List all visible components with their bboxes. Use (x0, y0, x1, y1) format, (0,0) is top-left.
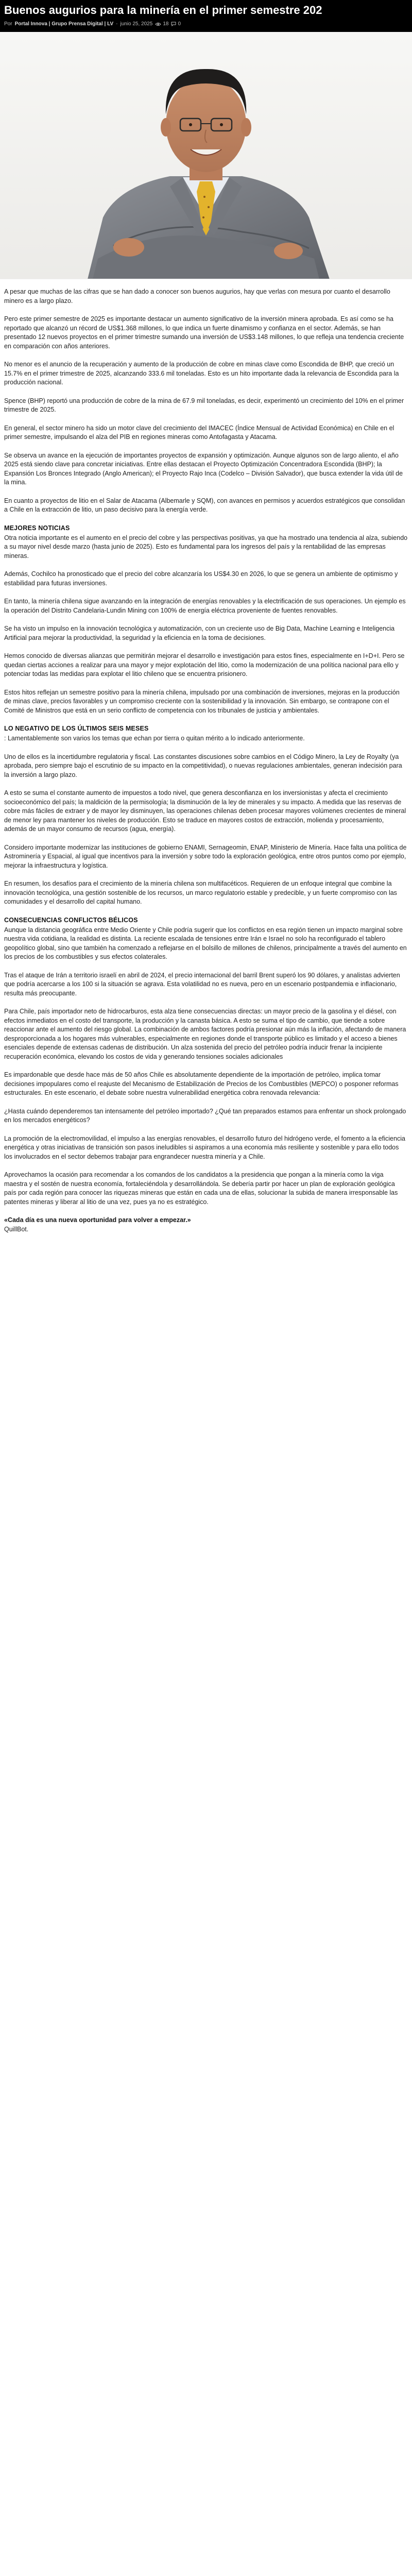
author-prefix: Por (4, 21, 12, 27)
comments-count: 0 (178, 21, 181, 27)
paragraph: Es impardonable que desde hace más de 50 años Chile es absolutamente dependiente de la importación de petróleo, implica tomar decisiones impopulares como el reajuste del Mecanismo de Estabilización de Precios de los Combustibles (MEPCO) o posponer reformas estructurales. En este escenario, el debate sobre nuestra vulnerabilidad energética cobra renovada relevancia: (4, 1071, 399, 1096)
paragraph: ¿Hasta cuándo dependeremos tan intensamente del petróleo importado? ¿Qué tan preparados estamos para enfrentar un shock prolongado en los mercados energéticos? (4, 1107, 406, 1124)
paragraph: Estos hitos reflejan un semestre positivo para la minería chilena, impulsado por una combinación de inversiones, mejoras en la producción de minas clave, precios favorables y un compromiso creciente con la sostenibilidad y la innovación. Sin embargo, se contrapone con el Comité de Ministros que está en un serio conflicto de competencia con los tribunales de justicia y ambientales. (4, 688, 400, 714)
paragraph: Para Chile, país importador neto de hidrocarburos, esta alza tiene consecuencias directas: un mayor precio de la gasolina y el diésel, con efectos inmediatos en el costo del transporte, la producción y la canasta básica. A esto se suma el tipo de cambio, que tiende a sobre reaccionar ante el aumento del riesgo global. La combinación de ambos factores podría presionar aún más la inflación, afectando de manera desproporcionada a los hogares más vulnerables, especialmente en regiones donde el transporte público es limitado y el acceso a bienes esenciales depende de extensas cadenas de distribución. Un alza sostenida del precio del petróleo podría inducir frenar la incipiente recuperación económica, elevando los costos de vida y generando tensiones sociales adicionales (4, 1008, 406, 1060)
signature: QuillBot. (4, 1225, 29, 1233)
paragraph: Otra noticia importante es el aumento en el precio del cobre y las perspectivas positivas, ya que ha mostrado una tendencia al alza, subiendo a su mayor nivel desde marzo (hasta junio de 2025). Esto es fundamental para los ingresos del país y la rentabilidad de las empresas mineras. (4, 534, 408, 560)
paragraph: En cuanto a proyectos de litio en el Salar de Atacama (Albemarle y SQM), con avances en permisos y acuerdos estratégicos que consolidan a Chile en la extracción de litio, un paso decisivo para la energía verde. (4, 497, 405, 513)
publish-date: junio 25, 2025 (120, 21, 153, 27)
paragraph: En tanto, la minería chilena sigue avanzando en la integración de energías renovables y la electrificación de sus operaciones. Un ejemplo es la operación del Distrito Candelaria-Lundin Mining con 100% de energía eléctrica proveniente de fuentes renovables. (4, 598, 406, 614)
author-link[interactable]: Portal Innova | Grupo Prensa Digital | LV (14, 21, 114, 27)
views-stat (155, 21, 168, 27)
comments-stat[interactable] (171, 21, 181, 27)
paragraph: Considero importante modernizar las instituciones de gobierno ENAMI, Sernageomin, ENAP, Ministerio de Minería. Hace falta una política de Astrominería y Espacial, al igual que incentivos para la inversión y sobre todo la exploración geológica, entre otros puntos como por ejemplo, mejorar la infraestructura y logística. (4, 843, 407, 869)
portrait-illustration (0, 32, 412, 279)
paragraph: Hemos conocido de diversas alianzas que permitirán mejorar el desarrollo e investigación para estos fines, especialmente en I+D+I. Pero se quedan ciertas acciones a realizar para una mayor y mejor explotación del litio, como la modernización de una política nacional para ello y potenciar todas las medidas para explotar el litio chileno que se encuentra prisionero. (4, 652, 405, 677)
paragraph: Se observa un avance en la ejecución de importantes proyectos de expansión y optimización. Aunque algunos son de largo aliento, el año 2025 está siendo clave para concretar iniciativas. Entre ellas destacan el Proyecto Optimización Concentradora Escondida (BHP); la Expansión Los Bronces Integrado (Anglo American); el Proyecto Rajo Inca (Codelco – División Salvador), que busca extender la vida útil de la mina. (4, 451, 403, 486)
paragraph: En resumen, los desafíos para el crecimiento de la minería chilena son multifacéticos. Requieren de un enfoque integral que combine la innovación tecnológica, una gestión sostenible de los recursos, un marco regulatorio estable y predecible, y un fuerte compromiso con las comunidades y el desarrollo del capital humano. (4, 880, 397, 905)
paragraph: No menor es el anuncio de la recuperación y aumento de la producción de cobre en minas clave como Escondida de BHP, que creció un 15.7% en el primer trimestre de 2025, alcanzando 333.6 mil toneladas. Esto es un hito importante dada la relevancia de Escondida para la producción nacional. (4, 361, 399, 386)
closing-quote: «Cada día es una nueva oportunidad para volver a empezar.» (4, 1216, 191, 1224)
hero-photo (0, 32, 412, 279)
paragraph: Spence (BHP) reportó una producción de cobre de la mina de 67.9 mil toneladas, es decir, experimentó un crecimiento del 10% en el primer trimestre de 2025. (4, 397, 404, 413)
article-meta (4, 21, 408, 27)
section-heading: CONSECUENCIAS CONFLICTOS BÉLICOS (4, 916, 138, 924)
paragraph: : Lamentablemente son varios los temas que echan por tierra o quitan mérito a lo indicado anteriormente. (4, 735, 305, 742)
paragraph: Además, Cochilco ha pronosticado que el precio del cobre alcanzaría los US$4.30 en 2026, lo que se genera un ambiente de optimismo y estabilidad para futuras inversiones. (4, 570, 398, 587)
article-body (0, 279, 412, 1239)
paragraph: Tras el ataque de Irán a territorio israelí en abril de 2024, el precio internacional del barril Brent superó los 90 dólares, y analistas advierten que podría acercarse a los 100 si la situación se agrava. Esta volatilidad no es nueva, pero en un escenario postpandemia e inflacionario, resulta más preocupante. (4, 971, 400, 997)
section-heading: LO NEGATIVO DE LOS ÚLTIMOS SEIS MESES (4, 725, 149, 732)
article-title: Buenos augurios para la minería en el primer semestre 202 (4, 4, 322, 16)
paragraph: A esto se suma el constante aumento de impuestos a todo nivel, que genera desconfianza en los inversionistas y afecta el crecimiento socioeconómico del país; la maldición de la permisología; la disminución de la ley de minerales y su impacto. A medida que las reservas de cobre más fáciles de extraer y de mayor ley disminuyen, las operaciones chilenas deben procesar mayores volúmenes crecientes de mineral de menor ley para mantener los niveles de producción. Esto se traduce en mayores costos de extracción, molienda y procesamiento, además de un mayor consumo de recursos (agua, energía). (4, 789, 406, 833)
paragraph: Se ha visto un impulso en la innovación tecnológica y automatización, con un creciente uso de Big Data, Machine Learning e Inteligencia Artificial para mejorar la productividad, la seguridad y la eficiencia en la toma de decisiones. (4, 625, 395, 641)
paragraph: Aprovechamos la ocasión para recomendar a los comandos de los candidatos a la presidencia que pongan a la minería como la viga maestra y el sostén de nuestra economía, fortaleciéndola y desarrollándola. Se debería partir por hacer un plan de exploración geológica país por cada región para conocer las riquezas mineras que están en cada una de ellas, solucionar la subida de manera irresponsable las patentes mineras y liberar al litio de una vez, pues ya no es estratégico. (4, 1171, 398, 1206)
section-heading: MEJORES NOTICIAS (4, 524, 70, 532)
paragraph: En general, el sector minero ha sido un motor clave del crecimiento del IMACEC (Índice Mensual de Actividad Económica) en Chile en el primer semestre, impulsando el alza del PIB en regiones mineras como Antofagasta y Atacama. (4, 424, 394, 440)
paragraph: La promoción de la electromovilidad, el impulso a las energías renovables, el desarrollo futuro del hidrógeno verde, el fomento a la eficiencia energética y otras iniciativas de transición son pasos ineludibles si aspiramos a una economía más resiliente y sostenible y para ello todos los involucrados en el sector debemos trabajar para engrandecer nuestra minería y a Chile. (4, 1134, 405, 1160)
meta-separator: - (116, 21, 118, 27)
paragraph: A pesar que muchas de las cifras que se han dado a conocer son buenos augurios, hay que verlas con mesura por cuanto el desarrollo minero es a largo plazo. (4, 288, 390, 304)
article-header (0, 0, 412, 32)
paragraph: Pero este primer semestre de 2025 es importante destacar un aumento significativo de la inversión minera aprobada. Es así como se ha reportado que alcanzó un récord de US$1.368 millones, lo que indica un fuerte dinamismo y confianza en el sector. Además, se han presentado 12 nuevos proyectos en el primer trimestre sumando una inversión de US$3.148 millones, lo que refleja una tendencia creciente en comparación con años anteriores. (4, 315, 404, 350)
eye-icon (155, 22, 161, 26)
views-count: 18 (163, 21, 169, 27)
paragraph: Aunque la distancia geográfica entre Medio Oriente y Chile podría sugerir que los conflictos en esa región tienen un impacto marginal sobre nuestra vida cotidiana, la realidad es distinta. La reciente escalada de tensiones entre Irán e Israel no solo ha reconfigurado el tablero geopolítico global, sino que también ha comenzado a reflejarse en el bolsillo de millones de chilenos, principalmente a través del aumento en los precios de los combustibles y sus efectos colaterales. (4, 926, 407, 960)
comment-icon (171, 22, 176, 26)
paragraph: Uno de ellos es la incertidumbre regulatoria y fiscal. Las constantes discusiones sobre cambios en el Código Minero, la Ley de Royalty (ya aprobada, pero siempre bajo el escrutinio de su impacto en la competitividad), o nuevas regulaciones ambientales, generan indecisión para la inversión a largo plazo. (4, 753, 402, 778)
